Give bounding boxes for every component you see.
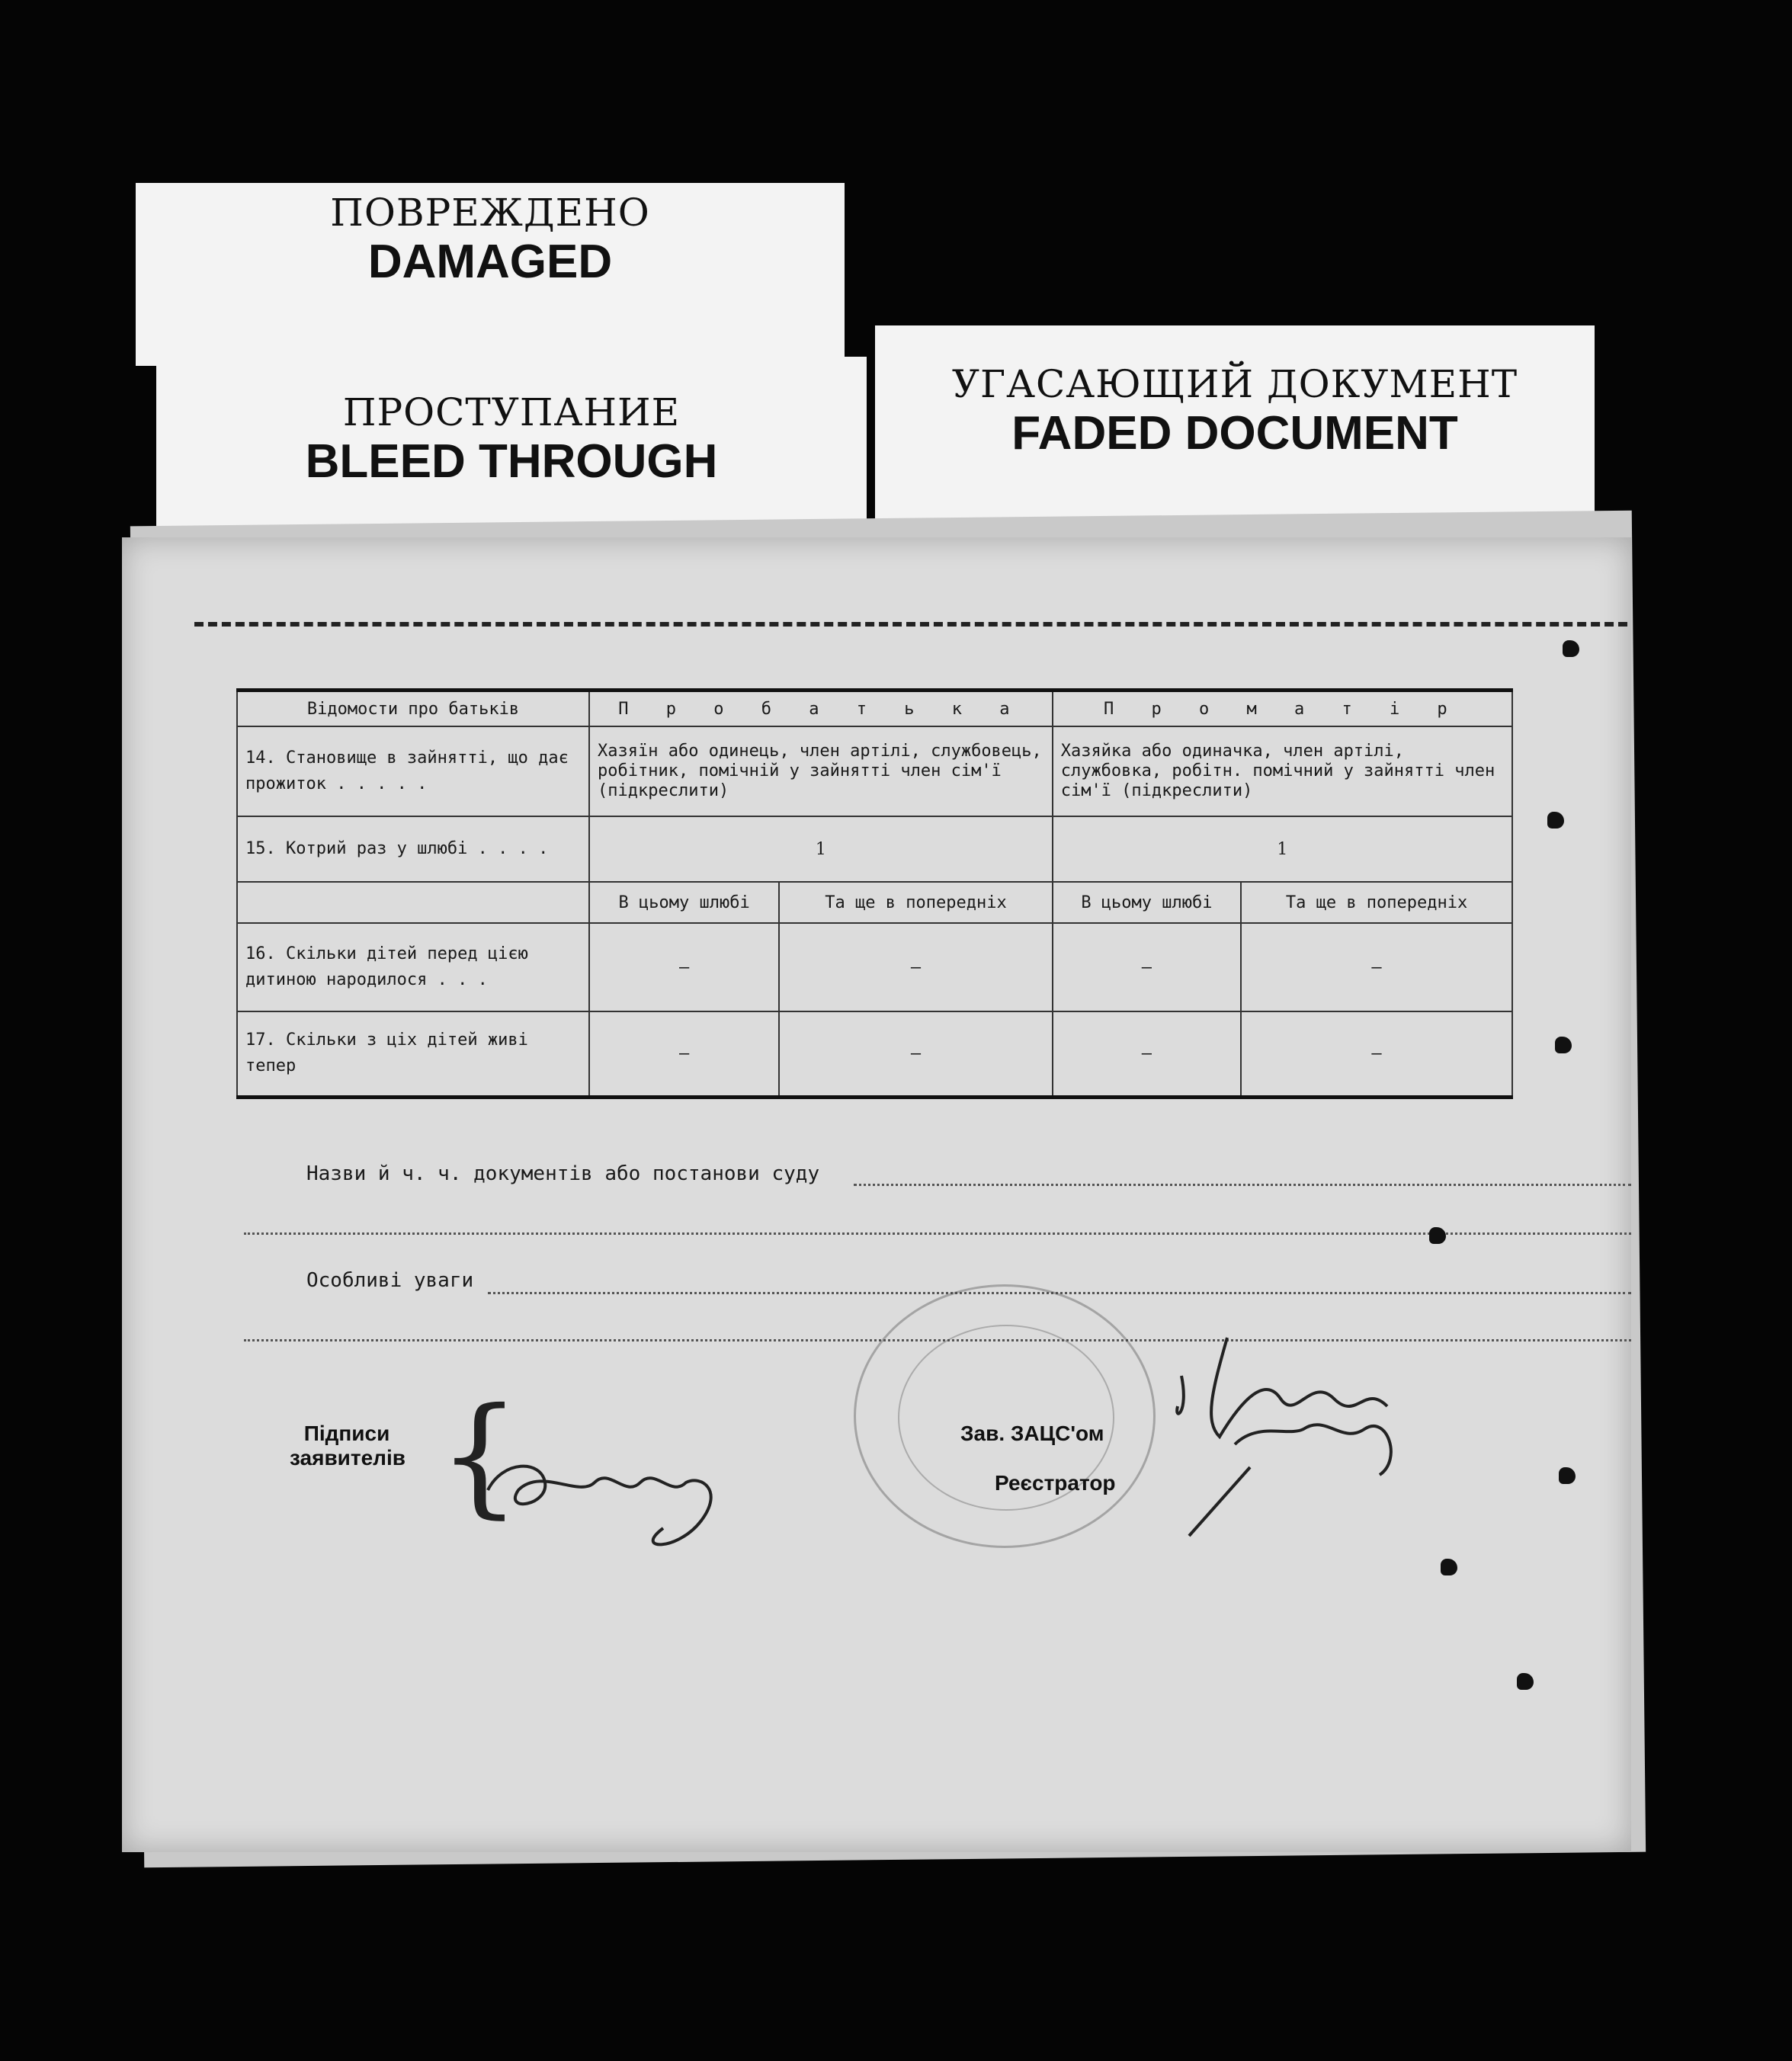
- row14-mother-options: Хазяйка або одиначка, член артілі, службовка, робітн. помічний у зайнятті член сім'ї (підкреслити): [1053, 726, 1512, 816]
- row16-value: —: [779, 923, 1052, 1011]
- head-zags-label: Зав. ЗАЦС'ом: [960, 1422, 1104, 1445]
- table-header-row: [237, 691, 1512, 727]
- row15-label: 15. Котрий раз у шлюбі . . . .: [237, 816, 589, 882]
- punch-hole: [1547, 812, 1564, 829]
- subheader-blank: [237, 882, 589, 923]
- applicants-signatures-label: Підписи заявителів: [290, 1422, 406, 1470]
- row14-father-options: Хазяїн або одинець, член артілі, службовець, робітник, помічній у зайнятті член сім'ї (підкреслити): [589, 726, 1053, 816]
- registrar-signature: [1159, 1330, 1463, 1559]
- row17-value: —: [589, 1011, 779, 1097]
- table-row-16: [237, 923, 1512, 1011]
- notes-label: Особливі уваги: [306, 1269, 474, 1292]
- row16-value: —: [1053, 923, 1241, 1011]
- applicant-signature: [473, 1437, 793, 1566]
- row15-father-value: 1: [589, 816, 1053, 882]
- father-previous-header: Та ще в попередніх: [779, 882, 1052, 923]
- bleed-through-label-ru: ПРОСТУПАНИЕ: [342, 390, 681, 434]
- table-row-17: [237, 1011, 1512, 1097]
- parents-info-table: [236, 688, 1513, 1099]
- official-seal: [854, 1284, 1156, 1548]
- table-subheader-row: [237, 882, 1512, 923]
- document-sheet: [122, 537, 1631, 1852]
- row15-mother-value: 1: [1053, 816, 1512, 882]
- header-parents-info: Відомости про батьків: [237, 691, 589, 727]
- faded-document-label-ru: УГАСАЮЩИЙ ДОКУМЕНТ: [951, 362, 1518, 406]
- row17-value: —: [1053, 1011, 1241, 1097]
- row16-value: —: [1241, 923, 1512, 1011]
- punch-hole: [1559, 1467, 1576, 1484]
- punch-hole: [1429, 1227, 1446, 1244]
- father-this-marriage-header: В цьому шлюбі: [589, 882, 779, 923]
- faded-document-label-card: [875, 325, 1595, 539]
- registrar-label: Реєстратор: [995, 1471, 1116, 1495]
- damaged-label-card: [136, 183, 845, 366]
- row16-value: —: [589, 923, 779, 1011]
- row17-label: 17. Скільки з ціх дітей живі тепер: [237, 1011, 589, 1097]
- punch-hole: [1563, 640, 1579, 657]
- brace-icon: {: [438, 1380, 521, 1531]
- mother-previous-header: Та ще в попередніх: [1241, 882, 1512, 923]
- perforation-line: [194, 622, 1627, 627]
- header-mother: П р о м а т і р: [1053, 691, 1512, 727]
- mother-this-marriage-header: В цьому шлюбі: [1053, 882, 1241, 923]
- damaged-label-en: DAMAGED: [367, 236, 613, 288]
- punch-hole: [1517, 1673, 1534, 1690]
- row17-value: —: [1241, 1011, 1512, 1097]
- table-row-14: [237, 726, 1512, 816]
- table-row-15: [237, 816, 1512, 882]
- documents-label: Назви й ч. ч. документів або постанови суду: [306, 1162, 820, 1185]
- punch-hole: [1441, 1559, 1457, 1575]
- documents-dotted-line: [854, 1184, 1631, 1186]
- row14-label: 14. Становище в зайнятті, що дає прожиток . . . . .: [237, 726, 589, 816]
- punch-hole: [1555, 1037, 1572, 1053]
- bleed-through-label-en: BLEED THROUGH: [305, 435, 718, 488]
- damaged-label-ru: ПОВРЕЖДЕНО: [330, 191, 650, 235]
- header-father: П р о б а т ь к а: [589, 691, 1053, 727]
- faded-document-label-en: FADED DOCUMENT: [1011, 407, 1458, 460]
- row16-label: 16. Скільки дітей перед цією дитиною народилося . . .: [237, 923, 589, 1011]
- row17-value: —: [779, 1011, 1052, 1097]
- documents-dotted-line-2: [244, 1232, 1631, 1235]
